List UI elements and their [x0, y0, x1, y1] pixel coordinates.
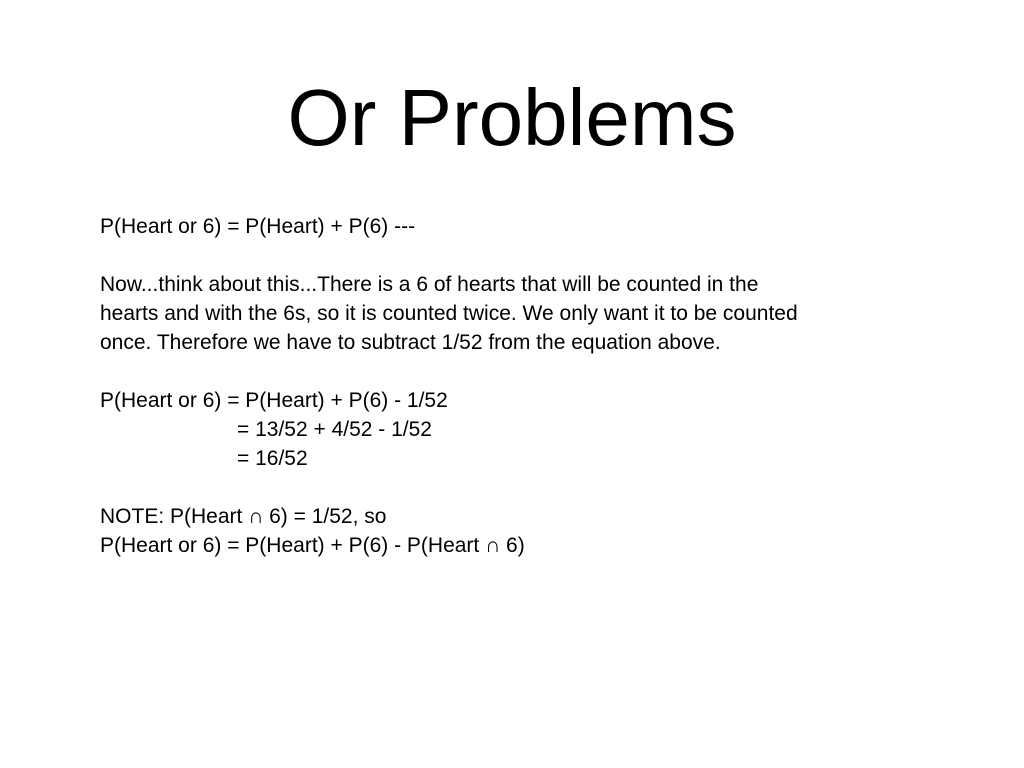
- spacer: [100, 241, 940, 270]
- slide-body: [100, 212, 940, 560]
- general-formula-line: P(Heart or 6) = P(Heart) + P(6) - P(Heart ∩ 6): [100, 534, 525, 557]
- slide-title: Or Problems: [287, 73, 737, 162]
- formula-result: = 16/52: [237, 447, 308, 470]
- explanation-line: once. Therefore we have to subtract 1/52 from the equation above.: [100, 331, 721, 354]
- formula-line: P(Heart or 6) = P(Heart) + P(6) - 1/52: [100, 389, 448, 412]
- formula-line: P(Heart or 6) = P(Heart) + P(6) ---: [100, 215, 416, 238]
- note-line: NOTE: P(Heart ∩ 6) = 1/52, so: [100, 505, 387, 528]
- spacer: [100, 473, 940, 502]
- formula-step: = 13/52 + 4/52 - 1/52: [237, 418, 432, 441]
- explanation-line: hearts and with the 6s, so it is counted twice. We only want it to be counted: [100, 302, 798, 325]
- spacer: [100, 357, 940, 386]
- explanation-line: Now...think about this...There is a 6 of hearts that will be counted in the: [100, 273, 759, 296]
